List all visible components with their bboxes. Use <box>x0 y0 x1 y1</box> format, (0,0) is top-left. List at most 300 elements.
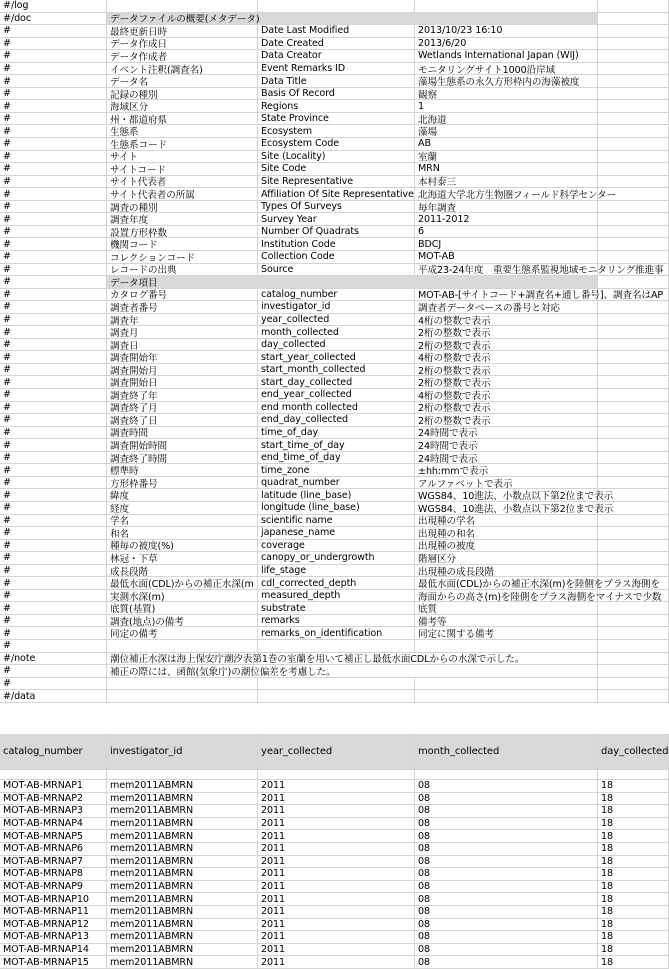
field-value-cell[interactable]: Wetlands International Japan (WIJ) <box>415 50 598 63</box>
data-cell[interactable]: mem2011ABMRN <box>107 881 258 894</box>
field-value-cell[interactable]: 24時間で表示 <box>415 452 598 465</box>
row-marker-cell[interactable]: # <box>0 351 107 364</box>
data-cell[interactable]: mem2011ABMRN <box>107 893 258 906</box>
row-marker-cell[interactable]: # <box>0 163 107 176</box>
note-text-cell[interactable]: 潮位補正水深は海上保安庁潮汐表第1巻の室蘭を用いて補正し最低水面CDLからの水深で示した。 <box>107 653 258 666</box>
data-cell[interactable]: mem2011ABMRN <box>107 919 258 932</box>
row-marker-cell[interactable]: # <box>0 552 107 565</box>
row-marker-cell[interactable]: #/doc <box>0 13 107 26</box>
field-name-ja-cell[interactable]: サイトコード <box>107 163 258 176</box>
data-cell[interactable]: 2011 <box>258 919 415 932</box>
empty-cell[interactable] <box>598 402 669 415</box>
field-name-ja-cell[interactable]: 経度 <box>107 502 258 515</box>
empty-cell[interactable] <box>415 770 598 780</box>
data-cell[interactable]: mem2011ABMRN <box>107 856 258 869</box>
field-name-en-cell[interactable]: Event Remarks ID <box>258 63 415 76</box>
data-cell[interactable]: 2011 <box>258 818 415 831</box>
data-cell[interactable]: 08 <box>415 793 598 806</box>
row-marker-cell[interactable]: # <box>0 126 107 139</box>
field-name-ja-cell[interactable]: 調査終了月 <box>107 402 258 415</box>
data-cell[interactable]: 18 <box>598 856 669 869</box>
row-marker-cell[interactable]: # <box>0 515 107 528</box>
field-name-en-cell[interactable]: measured_depth <box>258 590 415 603</box>
field-name-en-cell[interactable]: Ecosystem Code <box>258 138 415 151</box>
row-marker-cell[interactable]: # <box>0 665 107 678</box>
empty-cell[interactable] <box>598 188 669 201</box>
row-marker-cell[interactable]: # <box>0 226 107 239</box>
field-name-en-cell[interactable]: latitude (line_base) <box>258 489 415 502</box>
data-cell[interactable]: MOT-AB-MRNAP10 <box>0 893 107 906</box>
empty-cell[interactable] <box>598 226 669 239</box>
field-value-cell[interactable]: 平成23-24年度 重要生態系監視地域モニタリング推進事 <box>415 264 598 277</box>
data-cell[interactable]: 08 <box>415 956 598 969</box>
field-name-en-cell[interactable]: scientific name <box>258 515 415 528</box>
row-marker-cell[interactable]: # <box>0 176 107 189</box>
field-name-en-cell[interactable]: end_day_collected <box>258 414 415 427</box>
field-value-cell[interactable]: 6 <box>415 226 598 239</box>
field-value-cell[interactable]: 24時間で表示 <box>415 427 598 440</box>
row-marker-cell[interactable]: # <box>0 201 107 214</box>
empty-cell[interactable] <box>598 50 669 63</box>
field-name-ja-cell[interactable]: 調査開始日 <box>107 377 258 390</box>
data-cell[interactable]: 08 <box>415 856 598 869</box>
row-marker-cell[interactable]: # <box>0 326 107 339</box>
empty-cell[interactable] <box>598 0 669 13</box>
data-cell[interactable]: 2011 <box>258 956 415 969</box>
field-name-ja-cell[interactable]: 調査時間 <box>107 427 258 440</box>
empty-cell[interactable] <box>598 464 669 477</box>
row-marker-cell[interactable]: # <box>0 628 107 641</box>
section-title-cell[interactable]: データファイルの概要(メタデータ) <box>107 13 598 26</box>
field-value-cell[interactable]: 出現種の学名 <box>415 515 598 528</box>
data-cell[interactable]: 08 <box>415 843 598 856</box>
field-name-ja-cell[interactable] <box>107 0 258 13</box>
empty-cell[interactable] <box>598 540 669 553</box>
data-cell[interactable]: 2011 <box>258 780 415 793</box>
data-cell[interactable]: MOT-AB-MRNAP7 <box>0 856 107 869</box>
field-name-en-cell[interactable]: substrate <box>258 602 415 615</box>
data-cell[interactable]: 2011 <box>258 944 415 957</box>
row-marker-cell[interactable]: # <box>0 188 107 201</box>
field-name-en-cell[interactable]: Collection Code <box>258 251 415 264</box>
field-name-ja-cell[interactable]: 設置方形枠数 <box>107 226 258 239</box>
field-name-ja-cell[interactable]: 生態系コード <box>107 138 258 151</box>
field-name-en-cell[interactable]: Institution Code <box>258 238 415 251</box>
data-cell[interactable]: 08 <box>415 893 598 906</box>
row-marker-cell[interactable]: # <box>0 565 107 578</box>
field-value-cell[interactable]: 2013/6/20 <box>415 38 598 51</box>
field-name-ja-cell[interactable]: レコードの出典 <box>107 264 258 277</box>
field-value-cell[interactable]: 最低水面(CDL)からの補正水深(m)を陸側をプラス海側を <box>415 577 598 590</box>
field-name-en-cell[interactable] <box>258 678 415 691</box>
field-name-ja-cell[interactable]: 最低水面(CDL)からの補正水深(m <box>107 577 258 590</box>
field-name-en-cell[interactable]: Site (Locality) <box>258 151 415 164</box>
row-marker-cell[interactable]: # <box>0 38 107 51</box>
field-value-cell[interactable]: 1 <box>415 100 598 113</box>
field-name-ja-cell[interactable]: 標準時 <box>107 464 258 477</box>
field-value-cell[interactable]: 本村泰三 <box>415 176 598 189</box>
data-cell[interactable]: 2011 <box>258 805 415 818</box>
empty-cell[interactable] <box>598 690 669 703</box>
empty-cell[interactable] <box>598 427 669 440</box>
field-name-en-cell[interactable]: Survey Year <box>258 213 415 226</box>
field-name-en-cell[interactable]: cdl_corrected_depth <box>258 577 415 590</box>
empty-cell[interactable] <box>598 38 669 51</box>
data-cell[interactable]: mem2011ABMRN <box>107 931 258 944</box>
data-cell[interactable]: 2011 <box>258 906 415 919</box>
field-name-en-cell[interactable]: Data Title <box>258 75 415 88</box>
data-cell[interactable]: 18 <box>598 906 669 919</box>
field-value-cell[interactable] <box>415 665 598 678</box>
row-marker-cell[interactable]: # <box>0 502 107 515</box>
data-cell[interactable]: mem2011ABMRN <box>107 868 258 881</box>
data-cell[interactable]: MOT-AB-MRNAP3 <box>0 805 107 818</box>
data-cell[interactable]: mem2011ABMRN <box>107 818 258 831</box>
row-marker-cell[interactable]: # <box>0 75 107 88</box>
field-value-cell[interactable]: 底質 <box>415 602 598 615</box>
field-name-ja-cell[interactable]: 実測水深(m) <box>107 590 258 603</box>
field-name-en-cell[interactable]: Source <box>258 264 415 277</box>
field-value-cell[interactable] <box>415 653 598 666</box>
field-name-ja-cell[interactable]: 種毎の被度(%) <box>107 540 258 553</box>
field-name-en-cell[interactable]: State Province <box>258 113 415 126</box>
empty-cell[interactable] <box>598 439 669 452</box>
data-cell[interactable]: 18 <box>598 956 669 969</box>
empty-cell[interactable] <box>598 678 669 691</box>
field-name-en-cell[interactable]: Ecosystem <box>258 126 415 139</box>
field-name-en-cell[interactable]: time_zone <box>258 464 415 477</box>
row-marker-cell[interactable]: # <box>0 590 107 603</box>
data-cell[interactable]: MOT-AB-MRNAP4 <box>0 818 107 831</box>
field-name-en-cell[interactable]: month_collected <box>258 326 415 339</box>
empty-cell[interactable] <box>598 301 669 314</box>
empty-cell[interactable] <box>598 515 669 528</box>
field-name-ja-cell[interactable]: 最終更新日時 <box>107 25 258 38</box>
empty-cell[interactable] <box>598 326 669 339</box>
field-name-en-cell[interactable]: Regions <box>258 100 415 113</box>
empty-cell[interactable] <box>598 527 669 540</box>
empty-cell[interactable] <box>258 770 415 780</box>
data-cell[interactable]: 18 <box>598 881 669 894</box>
field-name-ja-cell[interactable]: 調査終了年 <box>107 389 258 402</box>
row-marker-cell[interactable]: # <box>0 439 107 452</box>
data-cell[interactable]: MOT-AB-MRNAP1 <box>0 780 107 793</box>
field-name-ja-cell[interactable]: イベント注釈(調査名) <box>107 63 258 76</box>
empty-cell[interactable] <box>598 665 669 678</box>
field-value-cell[interactable]: 2桁の整数で表示 <box>415 339 598 352</box>
row-marker-cell[interactable]: # <box>0 477 107 490</box>
field-name-en-cell[interactable]: remarks_on_identification <box>258 628 415 641</box>
row-marker-cell[interactable]: # <box>0 602 107 615</box>
field-value-cell[interactable]: 2桁の整数で表示 <box>415 414 598 427</box>
data-cell[interactable]: mem2011ABMRN <box>107 956 258 969</box>
data-cell[interactable]: MOT-AB-MRNAP5 <box>0 830 107 843</box>
column-header-cell[interactable]: day_collected <box>598 734 669 770</box>
field-value-cell[interactable]: 2桁の整数で表示 <box>415 402 598 415</box>
field-name-en-cell[interactable]: canopy_or_undergrowth <box>258 552 415 565</box>
row-marker-cell[interactable]: # <box>0 151 107 164</box>
empty-cell[interactable] <box>598 339 669 352</box>
field-name-en-cell[interactable]: japanese_name <box>258 527 415 540</box>
field-name-en-cell[interactable]: start_day_collected <box>258 377 415 390</box>
empty-cell[interactable] <box>598 653 669 666</box>
empty-cell[interactable] <box>598 602 669 615</box>
field-name-en-cell[interactable]: start_time_of_day <box>258 439 415 452</box>
empty-cell[interactable] <box>598 502 669 515</box>
data-cell[interactable]: mem2011ABMRN <box>107 793 258 806</box>
empty-cell[interactable] <box>598 640 669 653</box>
empty-cell[interactable] <box>598 75 669 88</box>
data-cell[interactable]: 2011 <box>258 931 415 944</box>
field-value-cell[interactable]: WGS84、10進法、小数点以下第2位まで表示 <box>415 489 598 502</box>
field-name-ja-cell[interactable]: 調査の種別 <box>107 201 258 214</box>
empty-cell[interactable] <box>598 377 669 390</box>
field-name-en-cell[interactable]: start_year_collected <box>258 351 415 364</box>
row-marker-cell[interactable]: # <box>0 63 107 76</box>
data-cell[interactable]: MOT-AB-MRNAP11 <box>0 906 107 919</box>
field-name-ja-cell[interactable]: 学名 <box>107 515 258 528</box>
data-cell[interactable]: 18 <box>598 830 669 843</box>
row-marker-cell[interactable]: # <box>0 527 107 540</box>
field-name-en-cell[interactable]: quadrat_number <box>258 477 415 490</box>
field-name-ja-cell[interactable]: 緯度 <box>107 489 258 502</box>
data-cell[interactable]: 08 <box>415 818 598 831</box>
empty-cell[interactable] <box>598 414 669 427</box>
row-marker-cell[interactable]: #/log <box>0 0 107 13</box>
field-name-en-cell[interactable] <box>258 0 415 13</box>
field-value-cell[interactable]: 藻場生態系の永久方形枠内の海藻被度 <box>415 75 598 88</box>
field-value-cell[interactable]: 北海道大学北方生物圏フィールド科学センター <box>415 188 598 201</box>
field-value-cell[interactable]: 観察 <box>415 88 598 101</box>
field-name-ja-cell[interactable] <box>107 690 258 703</box>
field-name-en-cell[interactable]: Types Of Surveys <box>258 201 415 214</box>
field-name-ja-cell[interactable]: 同定の備考 <box>107 628 258 641</box>
data-cell[interactable]: mem2011ABMRN <box>107 944 258 957</box>
empty-cell[interactable] <box>598 314 669 327</box>
data-cell[interactable]: 2011 <box>258 843 415 856</box>
field-name-ja-cell[interactable]: 調査開始年 <box>107 351 258 364</box>
row-marker-cell[interactable]: # <box>0 452 107 465</box>
empty-cell[interactable] <box>598 452 669 465</box>
field-value-cell[interactable]: AB <box>415 138 598 151</box>
field-value-cell[interactable]: 海面からの高さ(m)を陸側をプラス海側をマイナスで少数 <box>415 590 598 603</box>
field-name-en-cell[interactable]: coverage <box>258 540 415 553</box>
row-marker-cell[interactable]: # <box>0 402 107 415</box>
field-name-en-cell[interactable]: life_stage <box>258 565 415 578</box>
data-cell[interactable]: 18 <box>598 843 669 856</box>
data-cell[interactable]: MOT-AB-MRNAP14 <box>0 944 107 957</box>
field-value-cell[interactable]: 2011-2012 <box>415 213 598 226</box>
field-value-cell[interactable]: モニタリングサイト1000沿岸域 <box>415 63 598 76</box>
data-cell[interactable]: 18 <box>598 893 669 906</box>
field-name-ja-cell[interactable]: 調査終了時間 <box>107 452 258 465</box>
row-marker-cell[interactable]: # <box>0 289 107 302</box>
field-value-cell[interactable]: 備考等 <box>415 615 598 628</box>
field-value-cell[interactable]: 2桁の整数で表示 <box>415 326 598 339</box>
row-marker-cell[interactable]: # <box>0 238 107 251</box>
empty-cell[interactable] <box>598 351 669 364</box>
field-value-cell[interactable]: アルファベットで表示 <box>415 477 598 490</box>
row-marker-cell[interactable]: # <box>0 88 107 101</box>
row-marker-cell[interactable]: # <box>0 138 107 151</box>
data-cell[interactable]: 08 <box>415 805 598 818</box>
field-name-ja-cell[interactable]: 調査(地点)の備考 <box>107 615 258 628</box>
field-name-en-cell[interactable]: end month collected <box>258 402 415 415</box>
empty-cell[interactable] <box>598 364 669 377</box>
data-cell[interactable]: 18 <box>598 944 669 957</box>
data-cell[interactable]: MOT-AB-MRNAP13 <box>0 931 107 944</box>
data-cell[interactable]: 18 <box>598 868 669 881</box>
field-name-ja-cell[interactable]: 調査終了日 <box>107 414 258 427</box>
data-cell[interactable]: MOT-AB-MRNAP15 <box>0 956 107 969</box>
data-cell[interactable]: mem2011ABMRN <box>107 906 258 919</box>
row-marker-cell[interactable]: #/note <box>0 653 107 666</box>
row-marker-cell[interactable]: # <box>0 314 107 327</box>
field-value-cell[interactable]: MOT-AB <box>415 251 598 264</box>
row-marker-cell[interactable]: # <box>0 276 107 289</box>
empty-cell[interactable] <box>598 213 669 226</box>
row-marker-cell[interactable]: # <box>0 264 107 277</box>
row-marker-cell[interactable]: # <box>0 25 107 38</box>
row-marker-cell[interactable]: # <box>0 113 107 126</box>
empty-cell[interactable] <box>598 552 669 565</box>
field-name-ja-cell[interactable]: 成長段階 <box>107 565 258 578</box>
field-name-ja-cell[interactable]: 機関コード <box>107 238 258 251</box>
empty-cell[interactable] <box>598 770 669 780</box>
data-cell[interactable]: 08 <box>415 919 598 932</box>
empty-cell[interactable] <box>598 88 669 101</box>
column-header-cell[interactable]: catalog_number <box>0 734 107 770</box>
field-name-en-cell[interactable]: Date Last Modified <box>258 25 415 38</box>
field-name-ja-cell[interactable]: 海域区分 <box>107 100 258 113</box>
field-name-en-cell[interactable]: investigator_id <box>258 301 415 314</box>
data-cell[interactable]: mem2011ABMRN <box>107 780 258 793</box>
data-cell[interactable]: 08 <box>415 881 598 894</box>
empty-cell[interactable] <box>598 628 669 641</box>
field-name-en-cell[interactable]: Data Creator <box>258 50 415 63</box>
row-marker-cell[interactable]: # <box>0 100 107 113</box>
field-value-cell[interactable]: 室蘭 <box>415 151 598 164</box>
field-value-cell[interactable] <box>415 0 598 13</box>
column-header-cell[interactable]: year_collected <box>258 734 415 770</box>
empty-cell[interactable] <box>598 389 669 402</box>
empty-cell[interactable] <box>598 100 669 113</box>
data-cell[interactable]: 18 <box>598 805 669 818</box>
row-marker-cell[interactable]: # <box>0 301 107 314</box>
data-cell[interactable]: 2011 <box>258 856 415 869</box>
data-cell[interactable]: 08 <box>415 931 598 944</box>
field-name-ja-cell[interactable]: 州・都道府県 <box>107 113 258 126</box>
field-name-en-cell[interactable]: day_collected <box>258 339 415 352</box>
field-value-cell[interactable]: 4桁の整数で表示 <box>415 351 598 364</box>
empty-cell[interactable] <box>598 238 669 251</box>
data-cell[interactable]: 08 <box>415 780 598 793</box>
field-value-cell[interactable] <box>415 678 598 691</box>
data-cell[interactable]: 08 <box>415 944 598 957</box>
field-value-cell[interactable]: 4桁の整数で表示 <box>415 314 598 327</box>
row-marker-cell[interactable]: # <box>0 377 107 390</box>
empty-cell[interactable] <box>598 201 669 214</box>
field-name-ja-cell[interactable]: 林冠・下草 <box>107 552 258 565</box>
row-marker-cell[interactable]: # <box>0 615 107 628</box>
field-name-en-cell[interactable]: Site Representative <box>258 176 415 189</box>
data-cell[interactable]: 2011 <box>258 793 415 806</box>
field-value-cell[interactable]: WGS84、10進法、小数点以下第2位まで表示 <box>415 502 598 515</box>
field-name-en-cell[interactable]: Affiliation Of Site Representative <box>258 188 415 201</box>
row-marker-cell[interactable]: # <box>0 50 107 63</box>
field-name-en-cell[interactable]: end_time_of_day <box>258 452 415 465</box>
field-name-en-cell[interactable] <box>258 690 415 703</box>
field-name-ja-cell[interactable]: サイト <box>107 151 258 164</box>
field-name-ja-cell[interactable]: サイト代表者の所属 <box>107 188 258 201</box>
field-name-en-cell[interactable]: year_collected <box>258 314 415 327</box>
data-cell[interactable]: mem2011ABMRN <box>107 843 258 856</box>
field-name-en-cell[interactable]: catalog_number <box>258 289 415 302</box>
field-value-cell[interactable]: 4桁の整数で表示 <box>415 389 598 402</box>
empty-cell[interactable] <box>598 13 669 26</box>
field-name-ja-cell[interactable]: データ名 <box>107 75 258 88</box>
field-name-ja-cell[interactable]: 底質(基質) <box>107 602 258 615</box>
data-cell[interactable]: 18 <box>598 780 669 793</box>
field-name-en-cell[interactable]: end_year_collected <box>258 389 415 402</box>
field-value-cell[interactable]: 階層区分 <box>415 552 598 565</box>
field-name-ja-cell[interactable]: 和名 <box>107 527 258 540</box>
row-marker-cell[interactable]: # <box>0 640 107 653</box>
field-name-ja-cell[interactable]: データ作成者 <box>107 50 258 63</box>
field-value-cell[interactable]: 2桁の整数で表示 <box>415 377 598 390</box>
section-title-cell[interactable]: データ項目 <box>107 276 598 289</box>
empty-cell[interactable] <box>0 770 107 780</box>
field-value-cell[interactable]: MRN <box>415 163 598 176</box>
data-cell[interactable]: 2011 <box>258 868 415 881</box>
field-name-en-cell[interactable]: Number Of Quadrats <box>258 226 415 239</box>
empty-cell[interactable] <box>107 770 258 780</box>
field-value-cell[interactable]: ±hh:mmで表示 <box>415 464 598 477</box>
empty-cell[interactable] <box>598 615 669 628</box>
field-value-cell[interactable]: 出現種の成長段階 <box>415 565 598 578</box>
field-name-ja-cell[interactable] <box>107 678 258 691</box>
field-name-en-cell[interactable] <box>258 665 415 678</box>
field-name-ja-cell[interactable]: 記録の種別 <box>107 88 258 101</box>
field-value-cell[interactable] <box>415 690 598 703</box>
data-cell[interactable]: MOT-AB-MRNAP6 <box>0 843 107 856</box>
data-cell[interactable]: MOT-AB-MRNAP12 <box>0 919 107 932</box>
column-header-cell[interactable]: investigator_id <box>107 734 258 770</box>
empty-cell[interactable] <box>598 163 669 176</box>
column-header-cell[interactable]: month_collected <box>415 734 598 770</box>
row-marker-cell[interactable]: # <box>0 489 107 502</box>
field-name-en-cell[interactable]: Date Created <box>258 38 415 51</box>
row-marker-cell[interactable]: # <box>0 464 107 477</box>
data-cell[interactable]: 2011 <box>258 830 415 843</box>
field-value-cell[interactable]: 同定に関する備考 <box>415 628 598 641</box>
field-value-cell[interactable]: 出現種の被度 <box>415 540 598 553</box>
field-name-ja-cell[interactable]: コレクションコード <box>107 251 258 264</box>
row-marker-cell[interactable]: # <box>0 427 107 440</box>
row-marker-cell[interactable]: #/data <box>0 690 107 703</box>
empty-cell[interactable] <box>598 126 669 139</box>
row-marker-cell[interactable]: # <box>0 339 107 352</box>
field-value-cell[interactable]: MOT-AB-[サイトコード+調査名+通し番号]、調査名はAP <box>415 289 598 302</box>
field-value-cell[interactable]: 2013/10/23 16:10 <box>415 25 598 38</box>
data-cell[interactable]: mem2011ABMRN <box>107 805 258 818</box>
field-name-en-cell[interactable]: start_month_collected <box>258 364 415 377</box>
field-name-ja-cell[interactable]: 調査開始月 <box>107 364 258 377</box>
field-name-en-cell[interactable]: Basis Of Record <box>258 88 415 101</box>
field-name-en-cell[interactable]: Site Code <box>258 163 415 176</box>
field-value-cell[interactable]: 調査者データベースの番号と対応 <box>415 301 598 314</box>
field-name-ja-cell[interactable]: カタログ番号 <box>107 289 258 302</box>
